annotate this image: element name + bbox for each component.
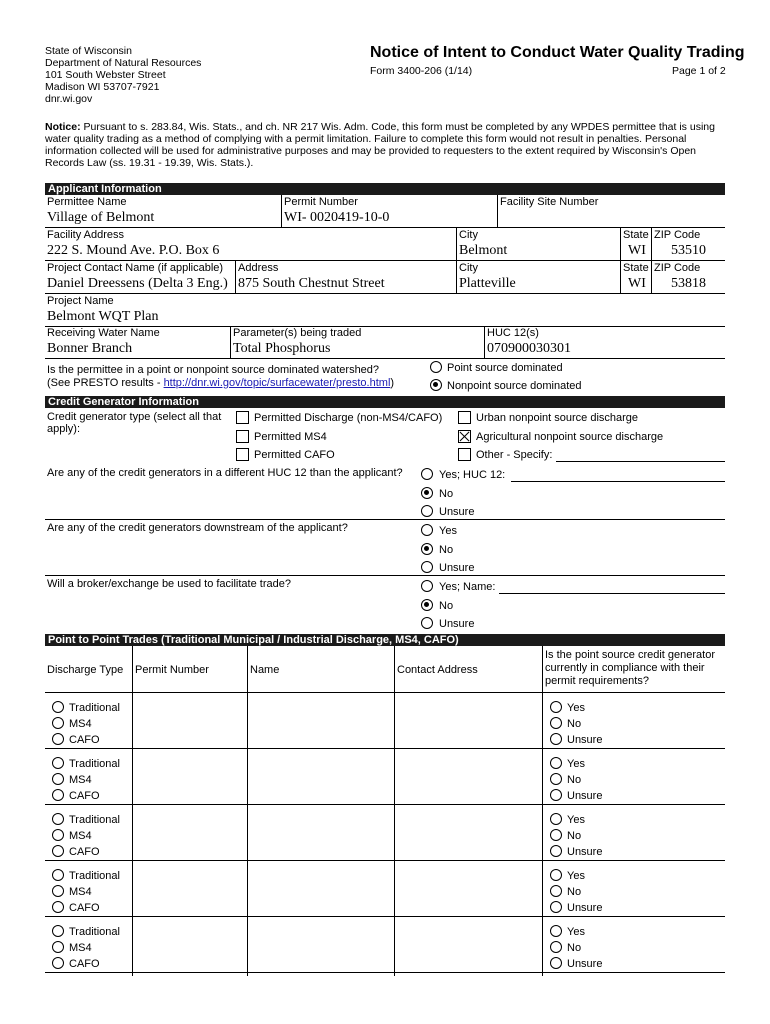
- column-divider: [132, 646, 133, 976]
- row2-compliance-no-radio[interactable]: [550, 773, 562, 785]
- compliance-label: Unsure: [567, 846, 603, 858]
- row2-address-cell[interactable]: [395, 749, 542, 804]
- huc-label: HUC 12(s): [487, 327, 539, 339]
- downstream-question: Are any of the credit generators downstream of the applicant?: [47, 522, 348, 534]
- row4-address-cell[interactable]: [395, 861, 542, 916]
- nonpoint-source-radio[interactable]: [430, 379, 442, 391]
- row3-ms4-radio[interactable]: [52, 829, 64, 841]
- col-discharge-type: Discharge Type: [47, 664, 124, 676]
- row5-permit-cell[interactable]: [133, 917, 247, 972]
- divider: [235, 260, 236, 293]
- zip-label: ZIP Code: [654, 229, 701, 241]
- row5-traditional-radio[interactable]: [52, 925, 64, 937]
- agency-line: Department of Natural Resources: [45, 57, 202, 69]
- row3-compliance-unsure-radio[interactable]: [550, 845, 562, 857]
- compliance-label: Yes: [567, 814, 585, 826]
- state2-field[interactable]: WI: [628, 276, 646, 291]
- row-divider: [45, 227, 725, 228]
- downstream-unsure-radio[interactable]: [421, 561, 433, 573]
- facility-address-label: Facility Address: [47, 229, 125, 241]
- row1-permit-cell[interactable]: [133, 693, 247, 748]
- row1-compliance-yes-radio[interactable]: [550, 701, 562, 713]
- credit-type-label: Credit generator type (select all that apply):: [47, 411, 222, 435]
- permittee-name-label: Permittee Name: [47, 196, 127, 208]
- discharge-type-label: MS4: [69, 830, 92, 842]
- column-divider: [394, 646, 395, 976]
- col-contact-address: Contact Address: [397, 664, 478, 676]
- broker-no-label: No: [439, 600, 454, 612]
- permittee-name-field[interactable]: Village of Belmont: [47, 210, 155, 225]
- divider: [620, 260, 621, 293]
- row3-name-cell[interactable]: [248, 805, 394, 860]
- row4-compliance-unsure-radio[interactable]: [550, 901, 562, 913]
- state2-label: State: [623, 262, 649, 274]
- row4-traditional-radio[interactable]: [52, 869, 64, 881]
- row1-traditional-radio[interactable]: [52, 701, 64, 713]
- broker-name-field[interactable]: [499, 593, 725, 594]
- divider: [620, 227, 621, 260]
- agency-line: State of Wisconsin: [45, 45, 132, 57]
- divider: [484, 326, 485, 358]
- permitted-cafo-label: Permitted CAFO: [254, 449, 335, 461]
- agency-address: [45, 45, 201, 105]
- row5-compliance-unsure-radio[interactable]: [550, 957, 562, 969]
- agricultural-nonpoint-label: Agricultural nonpoint source discharge: [476, 431, 664, 443]
- row2-name-cell[interactable]: [248, 749, 394, 804]
- applicant-section-header: Applicant Information: [45, 183, 725, 195]
- broker-no-radio[interactable]: [421, 599, 433, 611]
- discharge-type-label: MS4: [69, 718, 92, 730]
- address-label: Address: [238, 262, 279, 274]
- divider: [230, 326, 231, 358]
- city2-label: City: [459, 262, 478, 274]
- row5-compliance-no-radio[interactable]: [550, 941, 562, 953]
- nonpoint-source-label: Nonpoint source dominated: [447, 380, 582, 392]
- broker-yes-label: Yes; Name:: [439, 581, 496, 593]
- downstream-yes-radio[interactable]: [421, 524, 433, 536]
- city-field[interactable]: Belmont: [459, 243, 508, 258]
- row2-permit-cell[interactable]: [133, 749, 247, 804]
- row1-compliance-no-radio[interactable]: [550, 717, 562, 729]
- receiving-water-label: Receiving Water Name: [47, 327, 160, 339]
- downstream-unsure-label: Unsure: [439, 562, 475, 574]
- credit-section-header: Credit Generator Information: [45, 396, 725, 408]
- broker-question: Will a broker/exchange be used to facilitate trade?: [47, 578, 291, 590]
- huc-yes-label: Yes; HUC 12:: [439, 469, 506, 481]
- urban-nonpoint-checkbox[interactable]: [458, 411, 471, 424]
- notice-label: Notice:: [45, 121, 81, 133]
- row3-permit-cell[interactable]: [133, 805, 247, 860]
- discharge-type-label: MS4: [69, 942, 92, 954]
- page-number: Page 1 of 2: [672, 65, 726, 77]
- city2-field[interactable]: Platteville: [459, 276, 516, 291]
- compliance-label: Unsure: [567, 734, 603, 746]
- compliance-label: Yes: [567, 702, 585, 714]
- facility-address-field[interactable]: 222 S. Mound Ave. P.O. Box 6: [47, 243, 220, 258]
- p2p-section-header: Point to Point Trades (Traditional Municipal / Industrial Discharge, MS4, CAFO): [45, 634, 725, 646]
- row1-name-cell[interactable]: [248, 693, 394, 748]
- column-divider: [542, 646, 543, 976]
- discharge-type-label: Traditional: [69, 758, 120, 770]
- huc-unsure-label: Unsure: [439, 506, 475, 518]
- address-field[interactable]: 875 South Chestnut Street: [238, 276, 385, 291]
- divider: [497, 195, 498, 227]
- other-specify-label: Other - Specify:: [476, 449, 553, 461]
- downstream-no-label: No: [439, 544, 454, 556]
- downstream-yes-label: Yes: [439, 525, 457, 537]
- row2-cafo-radio[interactable]: [52, 789, 64, 801]
- form-number: Form 3400-206 (1/14): [370, 65, 473, 77]
- row1-compliance-unsure-radio[interactable]: [550, 733, 562, 745]
- row2-compliance-yes-radio[interactable]: [550, 757, 562, 769]
- row3-compliance-yes-radio[interactable]: [550, 813, 562, 825]
- compliance-label: Unsure: [567, 902, 603, 914]
- row3-traditional-radio[interactable]: [52, 813, 64, 825]
- divider: [651, 227, 652, 260]
- divider: [281, 195, 282, 227]
- compliance-label: No: [567, 942, 582, 954]
- compliance-label: No: [567, 774, 582, 786]
- row1-cafo-radio[interactable]: [52, 733, 64, 745]
- permitted-discharge-checkbox[interactable]: [236, 411, 249, 424]
- state-field[interactable]: WI: [628, 243, 646, 258]
- row3-address-cell[interactable]: [395, 805, 542, 860]
- discharge-type-label: MS4: [69, 886, 92, 898]
- row1-address-cell[interactable]: [395, 693, 542, 748]
- row4-permit-cell[interactable]: [133, 861, 247, 916]
- discharge-type-label: Traditional: [69, 702, 120, 714]
- broker-unsure-radio[interactable]: [421, 617, 433, 629]
- urban-nonpoint-label: Urban nonpoint source discharge: [476, 412, 639, 424]
- project-name-label: Project Name: [47, 295, 114, 307]
- row3-cafo-radio[interactable]: [52, 845, 64, 857]
- discharge-type-label: Traditional: [69, 926, 120, 938]
- row-divider: [45, 358, 725, 359]
- compliance-label: Yes: [567, 758, 585, 770]
- column-divider: [247, 646, 248, 976]
- col-permit-number: Permit Number: [135, 664, 209, 676]
- compliance-label: No: [567, 886, 582, 898]
- notice-text: Pursuant to s. 283.84, Wis. Stats., and ch. NR 217 Wis. Adm. Code, this form must be completed by any WPDES permittee that is using water quality trading as a method of complying with a permit limitation. Failure to complete this form would not result in penalties. Personal information collected will be used for administrative purposes and may be provided to requesters to the extent required by Wisconsin's Open Records Law (ss. 19.31 - 19.39, Wis. Stats.).: [45, 121, 715, 169]
- discharge-type-label: Traditional: [69, 814, 120, 826]
- row4-name-cell[interactable]: [248, 861, 394, 916]
- divider: [456, 227, 457, 260]
- huc-unsure-radio[interactable]: [421, 505, 433, 517]
- form-title: Notice of Intent to Conduct Water Quality Trading: [370, 44, 745, 61]
- project-name-field[interactable]: Belmont WQT Plan: [47, 309, 159, 324]
- compliance-label: No: [567, 718, 582, 730]
- broker-unsure-label: Unsure: [439, 618, 475, 630]
- permitted-discharge-label: Permitted Discharge (non-MS4/CAFO): [254, 412, 443, 424]
- huc-no-radio[interactable]: [421, 487, 433, 499]
- compliance-label: Yes: [567, 870, 585, 882]
- compliance-label: Unsure: [567, 958, 603, 970]
- row1-ms4-radio[interactable]: [52, 717, 64, 729]
- discharge-type-label: CAFO: [69, 902, 100, 914]
- row5-compliance-yes-radio[interactable]: [550, 925, 562, 937]
- agency-line: dnr.wi.gov: [45, 93, 93, 105]
- divider: [456, 260, 457, 293]
- divider: [651, 260, 652, 293]
- row-divider: [45, 293, 725, 294]
- contact-name-field[interactable]: Daniel Dreessens (Delta 3 Eng.): [47, 276, 228, 291]
- row2-compliance-unsure-radio[interactable]: [550, 789, 562, 801]
- discharge-type-label: CAFO: [69, 790, 100, 802]
- point-source-radio[interactable]: [430, 361, 442, 373]
- discharge-type-label: Traditional: [69, 870, 120, 882]
- permit-number-field[interactable]: WI- 0020419-10-0: [284, 210, 390, 225]
- discharge-type-label: CAFO: [69, 846, 100, 858]
- permitted-cafo-checkbox[interactable]: [236, 448, 249, 461]
- contact-name-label: Project Contact Name (if applicable): [47, 262, 224, 274]
- compliance-label: Unsure: [567, 790, 603, 802]
- col-compliance: Is the point source credit generator currently in compliance with their permit requirements?: [545, 649, 715, 687]
- huc-field[interactable]: 070900030301: [487, 341, 571, 356]
- presto-note: (See PRESTO results - http://dnr.wi.gov/topic/surfacewater/presto.html): [47, 377, 395, 389]
- permitted-ms4-label: Permitted MS4: [254, 431, 327, 443]
- row2-ms4-radio[interactable]: [52, 773, 64, 785]
- zip2-field[interactable]: 53818: [671, 276, 706, 291]
- discharge-type-label: CAFO: [69, 958, 100, 970]
- row4-ms4-radio[interactable]: [52, 885, 64, 897]
- facility-site-label: Facility Site Number: [500, 196, 599, 208]
- agency-line: 101 South Webster Street: [45, 69, 166, 81]
- agricultural-nonpoint-checkbox[interactable]: [458, 430, 471, 443]
- permit-number-label: Permit Number: [284, 196, 358, 208]
- row5-ms4-radio[interactable]: [52, 941, 64, 953]
- row5-cafo-radio[interactable]: [52, 957, 64, 969]
- point-source-label: Point source dominated: [447, 362, 563, 374]
- huc-yes-radio[interactable]: [421, 468, 433, 480]
- other-specify-field[interactable]: [556, 461, 725, 462]
- row-divider: [45, 575, 725, 576]
- huc-12-field[interactable]: [511, 481, 725, 482]
- broker-yes-radio[interactable]: [421, 580, 433, 592]
- row4-compliance-yes-radio[interactable]: [550, 869, 562, 881]
- other-specify-checkbox[interactable]: [458, 448, 471, 461]
- zip-field[interactable]: 53510: [671, 243, 706, 258]
- receiving-water-field[interactable]: Bonner Branch: [47, 341, 133, 356]
- agency-line: Madison WI 53707-7921: [45, 81, 160, 93]
- parameters-label: Parameter(s) being traded: [233, 327, 362, 339]
- notice-paragraph: [45, 121, 725, 169]
- zip2-label: ZIP Code: [654, 262, 701, 274]
- row5-address-cell[interactable]: [395, 917, 542, 972]
- discharge-type-label: CAFO: [69, 734, 100, 746]
- row-divider: [45, 260, 725, 261]
- row5-name-cell[interactable]: [248, 917, 394, 972]
- huc-no-label: No: [439, 488, 454, 500]
- permitted-ms4-checkbox[interactable]: [236, 430, 249, 443]
- downstream-no-radio[interactable]: [421, 543, 433, 555]
- parameters-field[interactable]: Total Phosphorus: [233, 341, 331, 356]
- compliance-label: Yes: [567, 926, 585, 938]
- row-divider: [45, 519, 725, 520]
- row4-compliance-no-radio[interactable]: [550, 885, 562, 897]
- presto-link[interactable]: http://dnr.wi.gov/topic/surfacewater/presto.html: [163, 377, 391, 389]
- state-label: State: [623, 229, 649, 241]
- discharge-type-label: MS4: [69, 774, 92, 786]
- row2-traditional-radio[interactable]: [52, 757, 64, 769]
- watershed-question: Is the permittee in a point or nonpoint source dominated watershed?: [47, 364, 380, 376]
- compliance-label: No: [567, 830, 582, 842]
- row4-cafo-radio[interactable]: [52, 901, 64, 913]
- city-label: City: [459, 229, 478, 241]
- row3-compliance-no-radio[interactable]: [550, 829, 562, 841]
- different-huc-question: Are any of the credit generators in a different HUC 12 than the applicant?: [47, 467, 403, 479]
- table-row-divider: [45, 972, 725, 973]
- col-name: Name: [250, 664, 280, 676]
